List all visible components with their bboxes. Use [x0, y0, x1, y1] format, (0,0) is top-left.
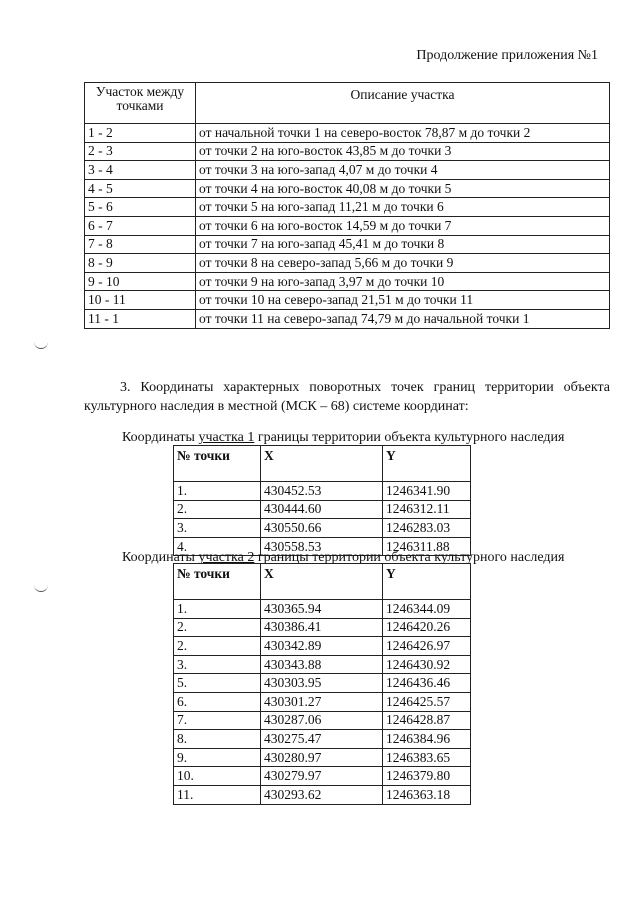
table-cell: 7. [174, 711, 261, 730]
table-cell: 2. [174, 637, 261, 656]
table-cell: 1246384.96 [383, 730, 471, 749]
table-cell: 1246383.65 [383, 748, 471, 767]
coordinate-row [174, 655, 471, 674]
table-cell: 8 - 9 [85, 254, 196, 273]
segment-row [85, 161, 610, 180]
table-cell: 2. [174, 618, 261, 637]
segments-header-row [85, 83, 610, 124]
table-cell: 430444.60 [261, 500, 383, 519]
segment-row [85, 216, 610, 235]
table-cell: 5 - 6 [85, 198, 196, 217]
table-cell: 430303.95 [261, 674, 383, 693]
coordinate-row [174, 600, 471, 619]
segments-body [85, 124, 610, 329]
table-cell: 8. [174, 730, 261, 749]
table-cell: от точки 8 на северо-запад 5,66 м до точки 9 [196, 254, 610, 273]
table-cell: 6 - 7 [85, 216, 196, 235]
table-cell: 5. [174, 674, 261, 693]
table-cell: от точки 5 на юго-запад 11,21 м до точки 6 [196, 198, 610, 217]
coordinate-row [174, 482, 471, 501]
table-cell: 1246426.97 [383, 637, 471, 656]
segment-row [85, 291, 610, 310]
table-cell: 1 - 2 [85, 124, 196, 143]
segment-row [85, 272, 610, 291]
table-cell: 430365.94 [261, 600, 383, 619]
coord-header-x: X [261, 446, 383, 482]
table-cell: 4 - 5 [85, 179, 196, 198]
table-cell: 1. [174, 600, 261, 619]
table-cell: 430452.53 [261, 482, 383, 501]
coord-header-y: Y [383, 446, 471, 482]
coord-header-row [174, 446, 471, 482]
segment-row [85, 254, 610, 273]
segments-table [84, 82, 610, 329]
coord-header-y: Y [383, 564, 471, 600]
coordinates-table-2 [173, 563, 471, 805]
section2-caption-start: Координаты [122, 550, 199, 565]
segment-row [85, 142, 610, 161]
section1-caption-underlined: участка 1 [198, 430, 255, 445]
table-cell: от точки 6 на юго-восток 14,59 м до точки 7 [196, 216, 610, 235]
table-cell: 9 - 10 [85, 272, 196, 291]
table-cell: 1246363.18 [383, 785, 471, 804]
coordinate-row [174, 711, 471, 730]
coordinate-row [174, 519, 471, 538]
coordinate-row [174, 500, 471, 519]
segment-row [85, 179, 610, 198]
coordinate-row [174, 618, 471, 637]
section2-caption-end: границы территории объекта культурного наследия [254, 550, 565, 565]
table-cell: 9. [174, 748, 261, 767]
table-cell: от точки 7 на юго-запад 45,41 м до точки 8 [196, 235, 610, 254]
section1-caption-start: Координаты [122, 430, 199, 445]
coordinates-table-1 [173, 445, 471, 556]
table-cell: 430280.97 [261, 748, 383, 767]
coordinate-row [174, 785, 471, 804]
table-cell: от точки 11 на северо-запад 74,79 м до начальной точки 1 [196, 309, 610, 328]
coordinate-row [174, 730, 471, 749]
table-cell: от точки 9 на юго-запад 3,97 м до точки 10 [196, 272, 610, 291]
table-cell: 3 - 4 [85, 161, 196, 180]
table-cell: 1246425.57 [383, 692, 471, 711]
table-cell: 10 - 11 [85, 291, 196, 310]
table-cell: 430293.62 [261, 785, 383, 804]
section1-caption-end: границы территории объекта культурного наследия [254, 430, 565, 445]
table-cell: 430343.88 [261, 655, 383, 674]
coord-header-number: № точки [174, 446, 261, 482]
segment-row [85, 235, 610, 254]
section1-caption [122, 430, 564, 446]
table-cell: 10. [174, 767, 261, 786]
table-cell: 2 - 3 [85, 142, 196, 161]
segments-header-description: Описание участка [196, 83, 610, 124]
table-cell: 3. [174, 655, 261, 674]
table-cell: 430301.27 [261, 692, 383, 711]
table-cell: 430287.06 [261, 711, 383, 730]
table-cell: 1246283.03 [383, 519, 471, 538]
paragraph-text: 3. Координаты характерных поворотных точек границ территории объекта культурного наследия в местной (МСК – 68) системе координат: [84, 380, 610, 414]
segments-header-section: Участок между точками [85, 83, 196, 124]
table-cell: 430558.53 [261, 537, 383, 556]
header-note: Продолжение приложения №1 [416, 48, 598, 63]
table-cell: 1246430.92 [383, 655, 471, 674]
table-cell: 1246420.26 [383, 618, 471, 637]
table-cell: от точки 3 на юго-запад 4,07 м до точки 4 [196, 161, 610, 180]
table-cell: от начальной точки 1 на северо-восток 78,87 м до точки 2 [196, 124, 610, 143]
table-cell: от точки 4 на юго-восток 40,08 м до точки 5 [196, 179, 610, 198]
segment-row [85, 124, 610, 143]
table-cell: 1246379.80 [383, 767, 471, 786]
coordinates-body-1 [174, 482, 471, 556]
table-cell: 430342.89 [261, 637, 383, 656]
coordinate-row [174, 767, 471, 786]
segment-row [85, 198, 610, 217]
table-cell: 430550.66 [261, 519, 383, 538]
coordinate-row [174, 748, 471, 767]
table-cell: 3. [174, 519, 261, 538]
table-cell: 430386.41 [261, 618, 383, 637]
coordinate-row [174, 674, 471, 693]
section2-caption-underlined: участка 2 [198, 550, 255, 565]
table-cell: 7 - 8 [85, 235, 196, 254]
coordinate-row [174, 637, 471, 656]
coord-header-number: № точки [174, 564, 261, 600]
table-cell: 1246312.11 [383, 500, 471, 519]
table-cell: 430279.97 [261, 767, 383, 786]
coordinate-row [174, 692, 471, 711]
table-cell: 1246341.90 [383, 482, 471, 501]
margin-mark [34, 585, 48, 592]
table-cell: 2. [174, 500, 261, 519]
table-cell: 1246428.87 [383, 711, 471, 730]
segment-row [85, 309, 610, 328]
coord-header-x: X [261, 564, 383, 600]
table-cell: 11 - 1 [85, 309, 196, 328]
table-cell: 1246311.88 [383, 537, 471, 556]
coordinates-body-2 [174, 600, 471, 805]
table-cell: от точки 10 на северо-запад 21,51 м до точки 11 [196, 291, 610, 310]
table-cell: 430275.47 [261, 730, 383, 749]
table-cell: от точки 2 на юго-восток 43,85 м до точки 3 [196, 142, 610, 161]
table-cell: 6. [174, 692, 261, 711]
coord-header-row [174, 564, 471, 600]
table-cell: 4. [174, 537, 261, 556]
margin-mark [34, 342, 48, 349]
table-cell: 1246344.09 [383, 600, 471, 619]
coordinates-paragraph [84, 378, 610, 416]
table-cell: 11. [174, 785, 261, 804]
table-cell: 1. [174, 482, 261, 501]
table-cell: 1246436.46 [383, 674, 471, 693]
